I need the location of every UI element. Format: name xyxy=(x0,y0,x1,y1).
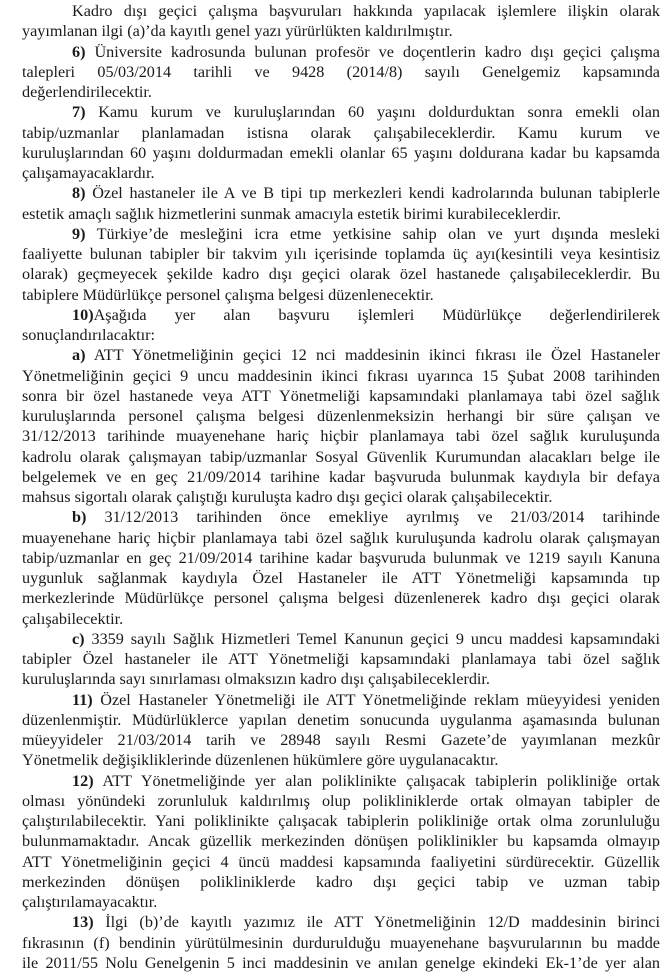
line-text: tabip/uzmanlar en geç 21/09/2014 tarihine kadar başvuruda bulunmak ve 1219 sayılı Kanuna xyxy=(22,548,660,567)
line-text: 31/12/2013 tarihinde muayenehane hariç hiçbir planlamaya tabi özel sağlık kuruluşunda xyxy=(22,427,660,446)
line-text: değerlendirilecektir. xyxy=(22,83,152,101)
line-text: bulunmamaktadır. Ancak güzellik merkezinden dönüşen poliklinikler bu kapsamda olmayıp xyxy=(22,832,660,851)
document-page xyxy=(22,1,660,973)
paragraph-p12 xyxy=(22,771,660,913)
line-text: kadrolu olarak çalışmayan tabip/uzmanlar Sosyal Güvenlik Kurumundan alacakları belge ile xyxy=(22,447,660,466)
paragraph-p13 xyxy=(22,912,660,973)
text-line xyxy=(22,588,660,608)
text-line xyxy=(22,447,660,467)
line-text: Kadro dışı geçici çalışma başvuruları hakkında yapılacak işlemlere ilişkin olarak xyxy=(72,2,660,20)
line-text: ATT Yönetmeliğinin geçici 4 üncü maddesi kapsamında faaliyetini sürdürecektir. Güzellik xyxy=(22,852,660,871)
line-text: estetik amaçlı sağlık hizmetlerini sunmak amacıyla estetik birimi kurabileceklerdir. xyxy=(22,204,561,223)
line-text: Özel hastaneler ile A ve B tipi tıp merkezleri kendi kadrolarında bulunan tabiplerle xyxy=(85,184,660,203)
line-text: müeyyideler 21/03/2014 tarih ve 28948 sayılı Resmi Gazete’de yayımlanan mezkûr xyxy=(22,731,660,749)
text-line xyxy=(22,163,660,183)
text-line xyxy=(22,568,660,588)
paragraph-p10c xyxy=(22,629,660,690)
text-line xyxy=(22,82,660,102)
text-line xyxy=(22,264,660,284)
line-text: olarak) geçmeyecek şekilde kadro dışı geçici olarak özel hastanede çalışabileceklerdir. Bu xyxy=(22,265,660,284)
text-line xyxy=(22,406,660,426)
text-line xyxy=(22,62,660,82)
item-number: a) xyxy=(72,346,86,365)
paragraph-p7 xyxy=(22,102,660,183)
paragraph-p10a xyxy=(22,345,660,507)
line-text: sonuçlandırılacaktır: xyxy=(22,326,156,344)
line-text: olması yönündeki zorunluluk kaldırılmış olup polikliniklerde ortak olmayan tabipler de xyxy=(22,791,660,810)
text-line xyxy=(22,771,660,791)
line-text: belgelemek ve en geç 21/09/2014 tarihine kadar başvuruda bulunmak kaydıyla bir defaya xyxy=(22,467,660,486)
text-line xyxy=(22,305,660,325)
text-line xyxy=(22,487,660,507)
line-text: tabiplere Müdürlükçe personel çalışma belgesi düzenlenecektir. xyxy=(22,285,434,304)
line-text: düzenlenmiştir. Müdürlüklerce yapılan denetim sonucunda uygulanma aşamasında bulunan xyxy=(22,710,660,729)
item-number: 10) xyxy=(72,305,94,324)
text-line xyxy=(22,507,660,527)
line-text: kuruluşlarından 60 yaşını doldurmadan emekli olanlar 65 yaşını doldurana kadar bu kapsamda xyxy=(22,143,660,162)
text-line xyxy=(22,21,660,41)
text-line xyxy=(22,912,660,932)
text-line xyxy=(22,750,660,770)
text-line xyxy=(22,548,660,568)
text-line xyxy=(22,204,660,224)
item-number: 9) xyxy=(72,224,86,243)
text-line xyxy=(22,285,660,305)
line-text: Üniversite kadrosunda bulunan profesör ve doçentlerin kadro dışı geçici çalışma xyxy=(85,42,660,61)
line-text: ATT Yönetmeliğinin geçici 12 nci maddesinin ikinci fıkrası ile Özel Hastaneler xyxy=(85,346,660,365)
line-text: ATT Yönetmeliğinde yer alan poliklinikte çalışacak tabiplerin polikliniğe ortak xyxy=(93,771,660,790)
text-line xyxy=(22,852,660,872)
line-text: sonra bir özel hastanede veya ATT Yönetmeliği kapsamındaki planlamaya tabi özel sağlık xyxy=(22,386,660,405)
text-line xyxy=(22,386,660,406)
text-line xyxy=(22,528,660,548)
text-line xyxy=(22,649,660,669)
line-text: çalışamayacaklardır. xyxy=(22,164,155,182)
text-line xyxy=(22,143,660,163)
line-text: çalıştırılabilecektir. Yani poliklinikte çalışacak tabiplerin polikliniğe ortak olma zorunluluğu xyxy=(22,812,660,830)
text-line xyxy=(22,831,660,851)
item-number: b) xyxy=(72,508,87,527)
item-number: 7) xyxy=(72,103,86,122)
line-text: Kamu kurum ve kuruluşlarından 60 yaşını doldurduktan sonra emekli olan xyxy=(85,103,660,122)
paragraph-p5-cont xyxy=(22,1,660,42)
text-line xyxy=(22,811,660,831)
line-text: Türkiye’de mesleğini icra etme yetkisine sahip olan ve yurt dışında mesleki xyxy=(85,224,660,243)
line-text: kuruluşlarında sayı sınırlaması olmaksızın kadro dışı çalışabileceklerdir. xyxy=(22,670,490,689)
text-line xyxy=(22,183,660,203)
paragraph-p6 xyxy=(22,42,660,103)
line-text: Özel Hastaneler Yönetmeliği ile ATT Yönetmeliğinde reklam müeyyidesi yeniden xyxy=(92,690,660,709)
line-text: çalışabilecektir. xyxy=(22,609,124,628)
line-text: talepleri 05/03/2014 tarihli ve 9428 (2014/8) sayılı Genelgemiz kapsamında xyxy=(22,62,660,81)
text-line xyxy=(22,710,660,730)
text-line xyxy=(22,690,660,710)
text-line xyxy=(22,224,660,244)
line-text: merkezinden dönüşen polikliniklerde kadro dışı geçici tabip ve uzman tabip xyxy=(22,872,660,891)
text-line xyxy=(22,892,660,912)
item-number: 12) xyxy=(72,771,94,790)
line-text: fıkrasının (f) bendinin yürütülmesinin durdurulduğu muayenehane başvurularının bu madde xyxy=(22,933,660,952)
line-text: İlgi (b)’de kayıtlı yazımız ile ATT Yönetmeliğinin 12/D maddesinin birinci xyxy=(93,913,660,932)
paragraph-p10b xyxy=(22,507,660,629)
text-line xyxy=(22,669,660,689)
item-number: c) xyxy=(72,629,85,648)
item-number: 11) xyxy=(72,690,93,709)
text-line xyxy=(22,366,660,386)
item-number: 6) xyxy=(72,42,86,61)
line-text: mahsus sigortalı olarak çalıştığı kuruluşta kadro dışı geçici olarak çalışabilecektir. xyxy=(22,488,553,506)
line-text: Yönetmeliğinin geçici 9 uncu maddesinin ikinci fıkrası uyarınca 15 Şubat 2008 tarihinden xyxy=(22,366,660,385)
text-line xyxy=(22,730,660,750)
line-text: 3359 sayılı Sağlık Hizmetleri Temel Kanunun geçici 9 uncu maddesi kapsamındaki xyxy=(84,629,660,648)
line-text: tabip/uzmanlar planlamadan istisna olarak çalışabileceklerdir. Kamu kurum ve xyxy=(22,123,660,142)
text-line xyxy=(22,467,660,487)
text-line xyxy=(22,244,660,264)
text-line xyxy=(22,933,660,953)
line-text: uygunluk sağlanmak kaydıyla Özel Hastaneler ile ATT Yönetmeliği kapsamında tıp xyxy=(22,569,660,587)
text-line xyxy=(22,102,660,122)
text-line xyxy=(22,629,660,649)
line-text: tabipler Özel hastaneler ile ATT Yönetmeliği kapsamındaki planlamaya tabi özel sağlık xyxy=(22,650,660,668)
text-line xyxy=(22,325,660,345)
line-text: Yönetmelik değişikliklerinde düzenlenen hükümlere göre uygulanacaktır. xyxy=(22,751,499,770)
line-text: Aşağıda yer alan başvuru işlemleri Müdürlükçe değerlendirilerek xyxy=(93,305,660,324)
line-text: yayımlanan ilgi (a)’da kayıtlı genel yazı yürürlükten kaldırılmıştır. xyxy=(22,22,453,41)
text-line xyxy=(22,42,660,62)
line-text: çalıştırılamayacaktır. xyxy=(22,893,158,911)
text-line xyxy=(22,872,660,892)
paragraph-p9 xyxy=(22,224,660,305)
paragraph-p10 xyxy=(22,305,660,346)
paragraph-p11 xyxy=(22,690,660,771)
text-line xyxy=(22,123,660,143)
item-number: 13) xyxy=(72,913,94,932)
text-line xyxy=(22,426,660,446)
line-text: muayenehane hariç hiçbir planlamaya tabi özel sağlık kuruluşunda kadrolu olarak çalışmayan xyxy=(22,528,660,547)
line-text: ile 2011/55 Nolu Genelgenin 5 inci maddesinin ve anılan genelge ekindeki Ek-1’de yer alan xyxy=(22,953,660,972)
paragraph-p8 xyxy=(22,183,660,224)
line-text: 31/12/2013 tarihinden önce emekliye ayrılmış ve 21/03/2014 tarihinde xyxy=(86,508,660,527)
text-line xyxy=(22,345,660,365)
item-number: 8) xyxy=(72,184,86,203)
text-line xyxy=(22,791,660,811)
line-text: faaliyette bulunan tabipler bir takvim yılı içerisinde toplamda üç ayı(kesintili veya kesintisiz xyxy=(22,245,660,263)
line-text: kuruluşlarında personel çalışma belgesi düzenlenmeksizin herhangi bir süre çalışan ve xyxy=(22,407,660,425)
text-line xyxy=(22,1,660,21)
text-line xyxy=(22,953,660,973)
line-text: merkezlerinde Müdürlükçe personel çalışma belgesi düzenlenerek kadro dışı geçici olarak xyxy=(22,589,660,608)
text-line xyxy=(22,609,660,629)
